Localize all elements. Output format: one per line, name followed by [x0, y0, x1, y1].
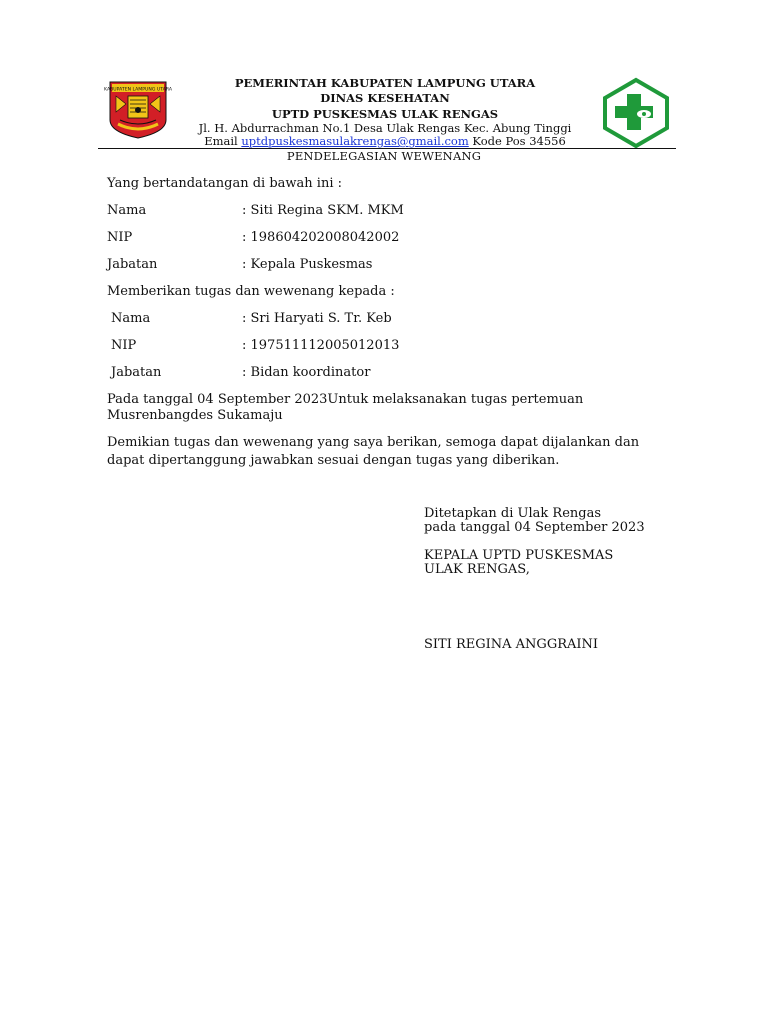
letterhead-institution: UPTD PUSKESMAS ULAK RENGAS	[271, 107, 499, 121]
letterhead-contact	[180, 134, 590, 149]
postal-code: Kode Pos 34556	[468, 134, 566, 148]
grantee-nip-label: NIP	[111, 338, 137, 353]
grantor-nip-value: : 198604202008042002	[242, 230, 400, 245]
grantee-name-label: Nama	[111, 311, 151, 326]
email-link[interactable]: uptdpuskesmasulakrengas@gmail.com	[241, 134, 469, 148]
puskesmas-logo	[601, 78, 671, 148]
closing-line-2: dapat dipertanggung jawabkan sesuai dengan tugas yang diberikan.	[107, 453, 560, 468]
signature-role-line-2: ULAK RENGAS,	[424, 562, 530, 577]
intro-text: Yang bertandatangan di bawah ini :	[107, 176, 342, 191]
grantor-name-value: : Siti Regina SKM. MKM	[242, 203, 404, 218]
signature-role-line-1: KEPALA UPTD PUSKESMAS	[424, 548, 614, 563]
regency-emblem-logo	[104, 80, 172, 140]
grantor-nip-label: NIP	[107, 230, 133, 245]
letterhead-address: Jl. H. Abdurrachman No.1 Desa Ulak Rengas Kec. Abung Tinggi	[198, 121, 572, 135]
signature-date: pada tanggal 04 September 2023	[424, 520, 645, 535]
grantee-name-value: : Sri Haryati S. Tr. Keb	[242, 311, 392, 326]
assignment-intro: Memberikan tugas dan wewenang kepada :	[107, 284, 395, 299]
grantor-position-value: : Kepala Puskesmas	[242, 257, 373, 272]
signature-place: Ditetapkan di Ulak Rengas	[424, 506, 602, 521]
purpose-line-2: Musrenbangdes Sukamaju	[107, 408, 283, 423]
letterhead-department: DINAS KESEHATAN	[320, 91, 450, 105]
grantee-position-value: : Bidan koordinator	[242, 365, 371, 380]
emblem-text: KABUPATEN LAMPUNG UTARA	[104, 87, 172, 93]
grantor-name-label: Nama	[107, 203, 147, 218]
purpose-line-1: Pada tanggal 04 September 2023Untuk melaksanakan tugas pertemuan	[107, 392, 584, 407]
email-prefix: Email	[204, 134, 242, 148]
signatory-name: SITI REGINA ANGGRAINI	[424, 637, 599, 652]
closing-line-1: Demikian tugas dan wewenang yang saya berikan, semoga dapat dijalankan dan	[107, 435, 640, 450]
grantor-position-label: Jabatan	[107, 257, 158, 272]
document-title: PENDELEGASIAN WEWENANG	[286, 149, 482, 163]
letterhead-government: PEMERINTAH KABUPATEN LAMPUNG UTARA	[234, 76, 536, 90]
grantee-position-label: Jabatan	[111, 365, 162, 380]
grantee-nip-value: : 197511112005012013	[242, 338, 400, 353]
